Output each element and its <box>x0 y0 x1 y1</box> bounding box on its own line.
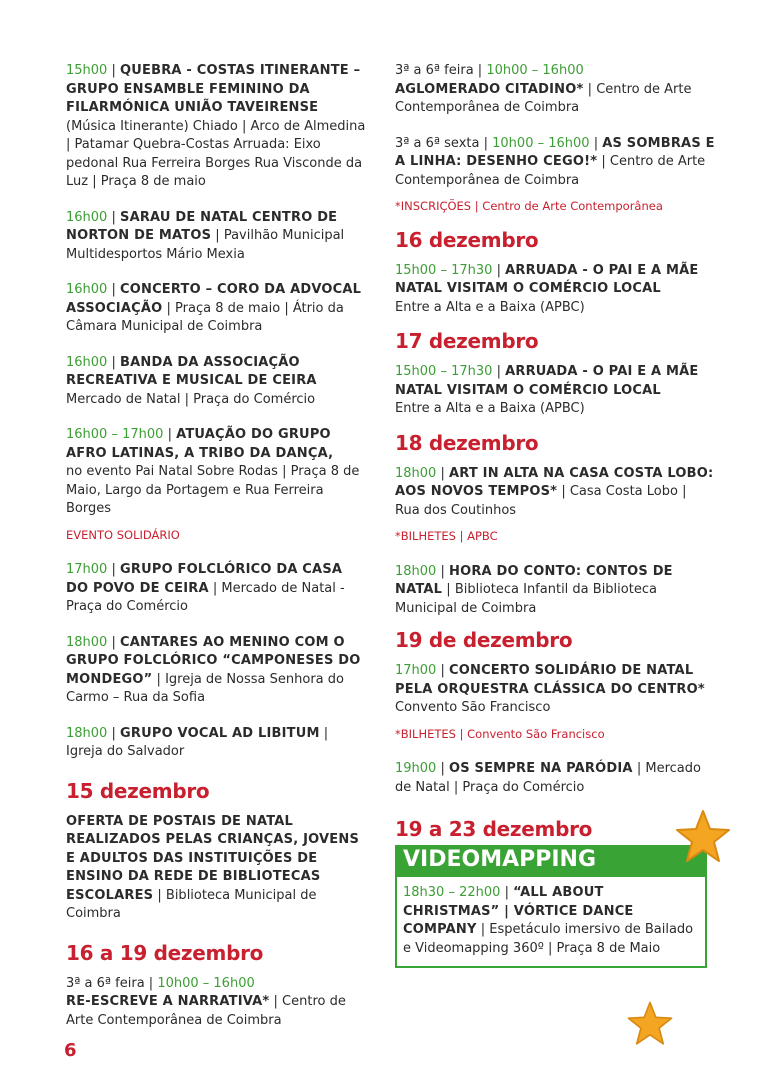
event-place: Entre a Alta e a Baixa (APBC) <box>395 401 585 416</box>
event-note: *INSCRIÇÕES | Centro de Arte Contemporânea <box>395 199 663 213</box>
event-dec19-1: 19h00 | OS SEMPRE NA PARÓDIA | Mercado de Natal | Praça do Comércio <box>395 761 701 795</box>
event-right-top-1: 3ª a 6ª sexta | 10h00 – 16h00 | AS SOMBRAS E A LINHA: DESENHO CEGO!* | Centro de Arte Contemporânea de Coimbra *INSCRIÇÕES | Centro de Arte Contemporânea <box>395 135 715 216</box>
event-title: BANDA DA ASSOCIAÇÃO RECREATIVA E MUSICAL DE CEIRA <box>66 354 317 388</box>
date-heading: 16 dezembro <box>395 227 539 252</box>
event-time: 16h00 <box>66 209 108 225</box>
event-place: Casa Costa Lobo | Rua dos Coutinhos <box>395 484 687 518</box>
date-heading: 17 dezembro <box>395 329 539 353</box>
event-place: Pavilhão Municipal Multidesportos Mário Mexia <box>66 228 345 262</box>
event-dec16-19: 3ª a 6ª feira | 10h00 – 16h00 RE-ESCREVE A NARRATIVA* | Centro de Arte Contemporânea de Coimbra <box>66 975 346 1028</box>
event-time: 18h00 <box>395 465 437 481</box>
event-title: CONCERTO SOLIDÁRIO DE NATAL PELA ORQUESTRA CLÁSSICA DO CENTRO* <box>395 663 705 697</box>
event-time: 18h00 <box>66 634 108 650</box>
event-time: 10h00 – 16h00 <box>157 975 255 991</box>
event-place: Entre a Alta e a Baixa (APBC) <box>395 299 585 315</box>
event-dec16: 15h00 – 17h30 | ARRUADA - O PAI E A MÃE NATAL VISITAM O COMÉRCIO LOCAL Entre a Alta e a Baixa (APBC) <box>395 262 699 315</box>
event-time: 15h00 <box>66 63 108 78</box>
event-title: ARRUADA - O PAI E A MÃE NATAL VISITAM O COMÉRCIO LOCAL <box>395 364 699 398</box>
videomapping-box: 18h30 – 22h00 | “ALL ABOUT CHRISTMAS” | VÓRTICE DANCE COMPANY | Espetáculo imersivo de Bailado e Videomapping 360º | Praça 8 de Maio <box>395 875 707 968</box>
date-heading: 15 dezembro <box>66 778 210 803</box>
event-title: “ALL ABOUT CHRISTMAS” | VÓRTICE DANCE COMPANY <box>403 885 634 937</box>
event-time: 15h00 – 17h30 <box>395 262 493 278</box>
event-days: 3ª a 6ª feira <box>66 975 145 991</box>
event-time: 18h30 – 22h00 <box>403 885 501 900</box>
event-place: no evento Pai Natal Sobre Rodas | Praça 8 de Maio, Largo da Portagem e Rua Ferreira Borges <box>66 464 360 516</box>
event-title: QUEBRA - COSTAS ITINERANTE – GRUPO ENSAMBLE FEMININO DA FILARMÓNICA UNIÃO TAVEIRENSE <box>66 63 361 115</box>
event-item: 16h00 – 17h00 | ATUAÇÃO DO GRUPO AFRO LATINAS, A TRIBO DA DANÇA, no evento Pai Natal Sobre Rodas | Praça 8 de Maio, Largo da Portagem e Rua Ferreira Borges EVENTO SOLIDÁRIO <box>66 426 366 544</box>
event-place: Biblioteca Infantil da Biblioteca Municipal de Coimbra <box>395 582 657 616</box>
event-time: 16h00 <box>66 282 108 297</box>
event-title: ATUAÇÃO DO GRUPO AFRO LATINAS, A TRIBO DA DANÇA, <box>66 427 334 461</box>
left-column <box>66 62 366 1047</box>
event-time: 19h00 <box>395 761 437 776</box>
event-place: Convento São Francisco <box>395 700 551 715</box>
event-dec19-0: 17h00 | CONCERTO SOLIDÁRIO DE NATAL PELA ORQUESTRA CLÁSSICA DO CENTRO* Convento São Francisco *BILHETES | Convento São Francisco <box>395 662 715 743</box>
event-days: 3ª a 6ª sexta <box>395 135 480 151</box>
event-place: Mercado de Natal | Praça do Comércio <box>66 391 316 407</box>
event-time: 10h00 – 16h00 <box>492 135 590 151</box>
event-note: *BILHETES | APBC <box>395 529 498 543</box>
event-place: Igreja de Nossa Senhora do Carmo – Rua da Sofia <box>66 671 344 705</box>
event-time: 10h00 – 16h00 <box>486 63 584 78</box>
event-title: ARRUADA - O PAI E A MÃE NATAL VISITAM O COMÉRCIO LOCAL <box>395 262 699 296</box>
event-item: 16h00 | SARAU DE NATAL CENTRO DE NORTON DE MATOS | Pavilhão Municipal Multidesportos Mário Mexia <box>66 209 345 262</box>
event-place: Mercado de Natal - Praça do Comércio <box>66 580 345 614</box>
event-note: *BILHETES | Convento São Francisco <box>395 726 605 741</box>
event-time: 15h00 – 17h30 <box>395 364 493 379</box>
date-heading: 18 dezembro <box>395 430 539 455</box>
event-title: CANTARES AO MENINO COM O GRUPO FOLCLÓRICO “CAMPONESES DO MONDEGO” <box>66 634 361 687</box>
page-number: 6 <box>64 1040 77 1061</box>
event-title: OFERTA DE POSTAIS DE NATAL REALIZADOS PELAS CRIANÇAS, JOVENS E ADULTOS DAS INSTITUIÇÕES DE ENSINO DA REDE DE BIBLIOTECAS ESCOLARES <box>66 813 360 903</box>
event-dec18-0: 18h00 | ART IN ALTA NA CASA COSTA LOBO: AOS NOVOS TEMPOS* | Casa Costa Lobo | Rua dos Coutinhos *BILHETES | APBC <box>395 465 715 546</box>
event-place: Mercado de Natal | Praça do Comércio <box>395 761 701 795</box>
event-note: EVENTO SOLIDÁRIO <box>66 527 180 542</box>
event-title: GRUPO FOLCLÓRICO DA CASA DO POVO DE CEIRA <box>66 562 343 596</box>
event-title: HORA DO CONTO: CONTOS DE NATAL <box>395 563 673 597</box>
event-place: Centro de Arte Contemporânea de Coimbra <box>66 994 346 1028</box>
event-place: (Música Itinerante) Chiado | Arco de Almedina | Patamar Quebra-Costas Arruada: Eixo pedonal Rua Ferreira Borges Rua Visconde da Luz | Praça 8 de maio <box>66 118 366 189</box>
event-dec18-1: 18h00 | HORA DO CONTO: CONTOS DE NATAL | Biblioteca Infantil da Biblioteca Municipal de Coimbra <box>395 563 673 616</box>
videomapping-panel <box>395 845 715 968</box>
event-title: OS SEMPRE NA PARÓDIA <box>449 761 633 776</box>
event-dec15: OFERTA DE POSTAIS DE NATAL REALIZADOS PELAS CRIANÇAS, JOVENS E ADULTOS DAS INSTITUIÇÕES DE ENSINO DA REDE DE BIBLIOTECAS ESCOLARES | Biblioteca Municipal de Coimbra <box>66 813 360 921</box>
star-icon <box>674 808 732 866</box>
event-title: SARAU DE NATAL CENTRO DE NORTON DE MATOS <box>66 209 338 243</box>
star-icon <box>626 1000 674 1048</box>
event-item: 16h00 | CONCERTO – CORO DA ADVOCAL ASSOCIAÇÃO | Praça 8 de maio | Átrio da Câmara Municipal de Coimbra <box>66 282 362 334</box>
event-place: Centro de Arte Contemporânea de Coimbra <box>395 154 706 188</box>
event-right-top-0: 3ª a 6ª feira | 10h00 – 16h00 AGLOMERADO CITADINO* | Centro de Arte Contemporânea de Coimbra <box>395 63 692 115</box>
event-title: RE-ESCREVE A NARRATIVA* <box>66 994 270 1009</box>
event-item: 17h00 | GRUPO FOLCLÓRICO DA CASA DO POVO DE CEIRA | Mercado de Natal - Praça do Comércio <box>66 562 345 614</box>
date-heading: 16 a 19 dezembro <box>66 940 264 965</box>
event-item: 18h00 | GRUPO VOCAL AD LIBITUM | Igreja do Salvador <box>66 725 329 759</box>
date-heading: 19 de dezembro <box>395 628 573 652</box>
event-time: 17h00 <box>66 562 108 577</box>
event-time: 16h00 <box>66 354 108 370</box>
event-place: Espetáculo imersivo de Bailado e Videomapping 360º | Praça 8 de Maio <box>403 922 694 956</box>
event-title: CONCERTO – CORO DA ADVOCAL ASSOCIAÇÃO <box>66 282 362 316</box>
event-title: AGLOMERADO CITADINO* <box>395 81 584 97</box>
event-place: Biblioteca Municipal de Coimbra <box>66 887 317 921</box>
event-time: 18h00 <box>66 725 108 741</box>
event-item: 16h00 | BANDA DA ASSOCIAÇÃO RECREATIVA E MUSICAL DE CEIRA Mercado de Natal | Praça do Comércio <box>66 354 317 407</box>
event-item: 15h00 | QUEBRA - COSTAS ITINERANTE – GRUPO ENSAMBLE FEMININO DA FILARMÓNICA UNIÃO TAVEIRENSE (Música Itinerante) Chiado | Arco de Almedina | Patamar Quebra-Costas Arruada: Eixo pedonal Rua Ferreira Borges Rua Visconde da Luz | Praça 8 de maio <box>66 63 366 189</box>
date-heading: 19 a 23 dezembro <box>395 817 593 841</box>
event-place: Centro de Arte Contemporânea de Coimbra <box>395 81 692 115</box>
event-item: 18h00 | CANTARES AO MENINO COM O GRUPO FOLCLÓRICO “CAMPONESES DO MONDEGO” | Igreja de Nossa Senhora do Carmo – Rua da Sofia <box>66 634 361 705</box>
right-column <box>395 62 715 968</box>
videomapping-banner: VIDEOMAPPING <box>395 845 707 875</box>
event-dec17: 15h00 – 17h30 | ARRUADA - O PAI E A MÃE NATAL VISITAM O COMÉRCIO LOCAL Entre a Alta e a Baixa (APBC) <box>395 364 699 416</box>
event-title: AS SOMBRAS E A LINHA: DESENHO CEGO!* <box>395 135 715 169</box>
event-time: 17h00 <box>395 663 437 678</box>
event-title: ART IN ALTA NA CASA COSTA LOBO: AOS NOVOS TEMPOS* <box>395 465 714 499</box>
event-title: GRUPO VOCAL AD LIBITUM <box>120 725 320 741</box>
event-place: Igreja do Salvador <box>66 744 185 759</box>
event-place: Praça 8 de maio | Átrio da Câmara Municipal de Coimbra <box>66 300 344 334</box>
event-days: 3ª a 6ª feira <box>395 63 474 78</box>
event-time: 18h00 <box>395 563 437 579</box>
event-time: 16h00 – 17h00 <box>66 427 164 442</box>
